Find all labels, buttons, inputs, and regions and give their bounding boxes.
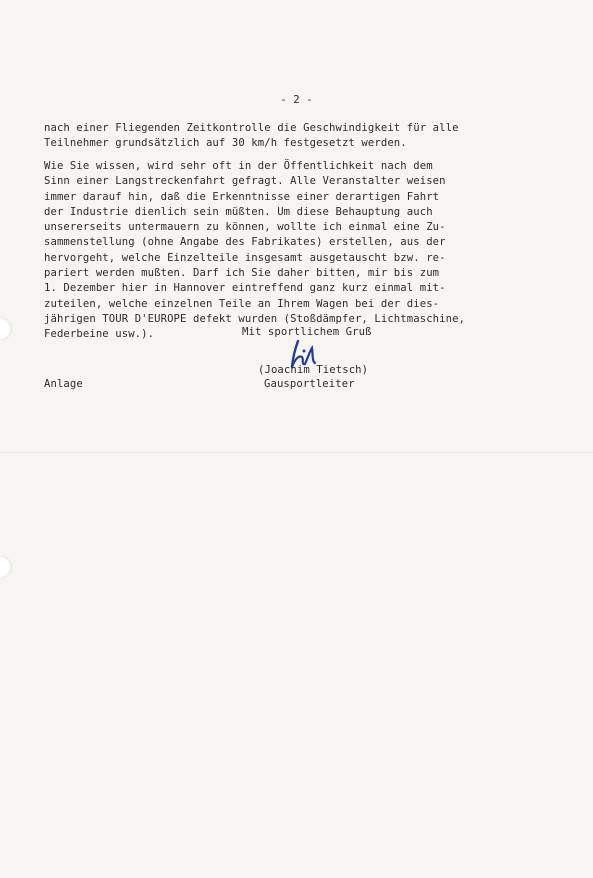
text-line: nach einer Fliegenden Zeitkontrolle die Geschwindigkeit für alle xyxy=(44,122,459,134)
paragraph-2 xyxy=(44,159,465,343)
text-line: pariert werden mußten. Darf ich Sie daher bitten, mir bis zum xyxy=(44,267,440,280)
fold-line xyxy=(0,452,593,453)
text-line: sammenstellung (ohne Angabe des Fabrikates) erstellen, aus der xyxy=(44,236,446,249)
signer-title: Gausportleiter xyxy=(264,378,355,390)
text-line: immer darauf hin, daß die Erkenntnisse einer derartigen Fahrt xyxy=(44,190,440,203)
text-line: 1. Dezember hier in Hannover eintreffend ganz kurz einmal mit- xyxy=(44,282,446,295)
text-line: unsererseits untermauern zu können, wollte ich einmal eine Zu- xyxy=(44,221,446,234)
text-line: der Industrie dienlich sein müßten. Um diese Behauptung auch xyxy=(44,205,433,218)
attachment-label: Anlage xyxy=(44,378,83,390)
closing-greeting: Mit sportlichem Gruß xyxy=(242,326,372,338)
text-line: Teilnehmer grundsätzlich auf 30 km/h festgesetzt werden. xyxy=(44,137,407,150)
page-number: - 2 - xyxy=(280,94,313,106)
text-line: hervorgeht, welche Einzelteile insgesamt ausgetauscht bzw. re- xyxy=(44,251,446,264)
paragraph-1 xyxy=(44,121,459,152)
punch-hole-upper xyxy=(0,318,12,340)
signer-name: (Joachim Tietsch) xyxy=(258,364,369,376)
text-line: zuteilen, welche einzelnen Teile an Ihrem Wagen bei der dies- xyxy=(44,297,440,310)
text-line: jährigen TOUR D'EUROPE defekt wurden (Stoßdämpfer, Lichtmaschine, xyxy=(44,312,466,325)
text-line: Sinn einer Langstreckenfahrt gefragt. Alle Veranstalter weisen xyxy=(44,175,446,188)
text-line: Wie Sie wissen, wird sehr oft in der Öffentlichkeit nach dem xyxy=(44,160,433,172)
text-line: Federbeine usw.). xyxy=(44,328,155,341)
punch-hole-lower xyxy=(0,556,12,578)
